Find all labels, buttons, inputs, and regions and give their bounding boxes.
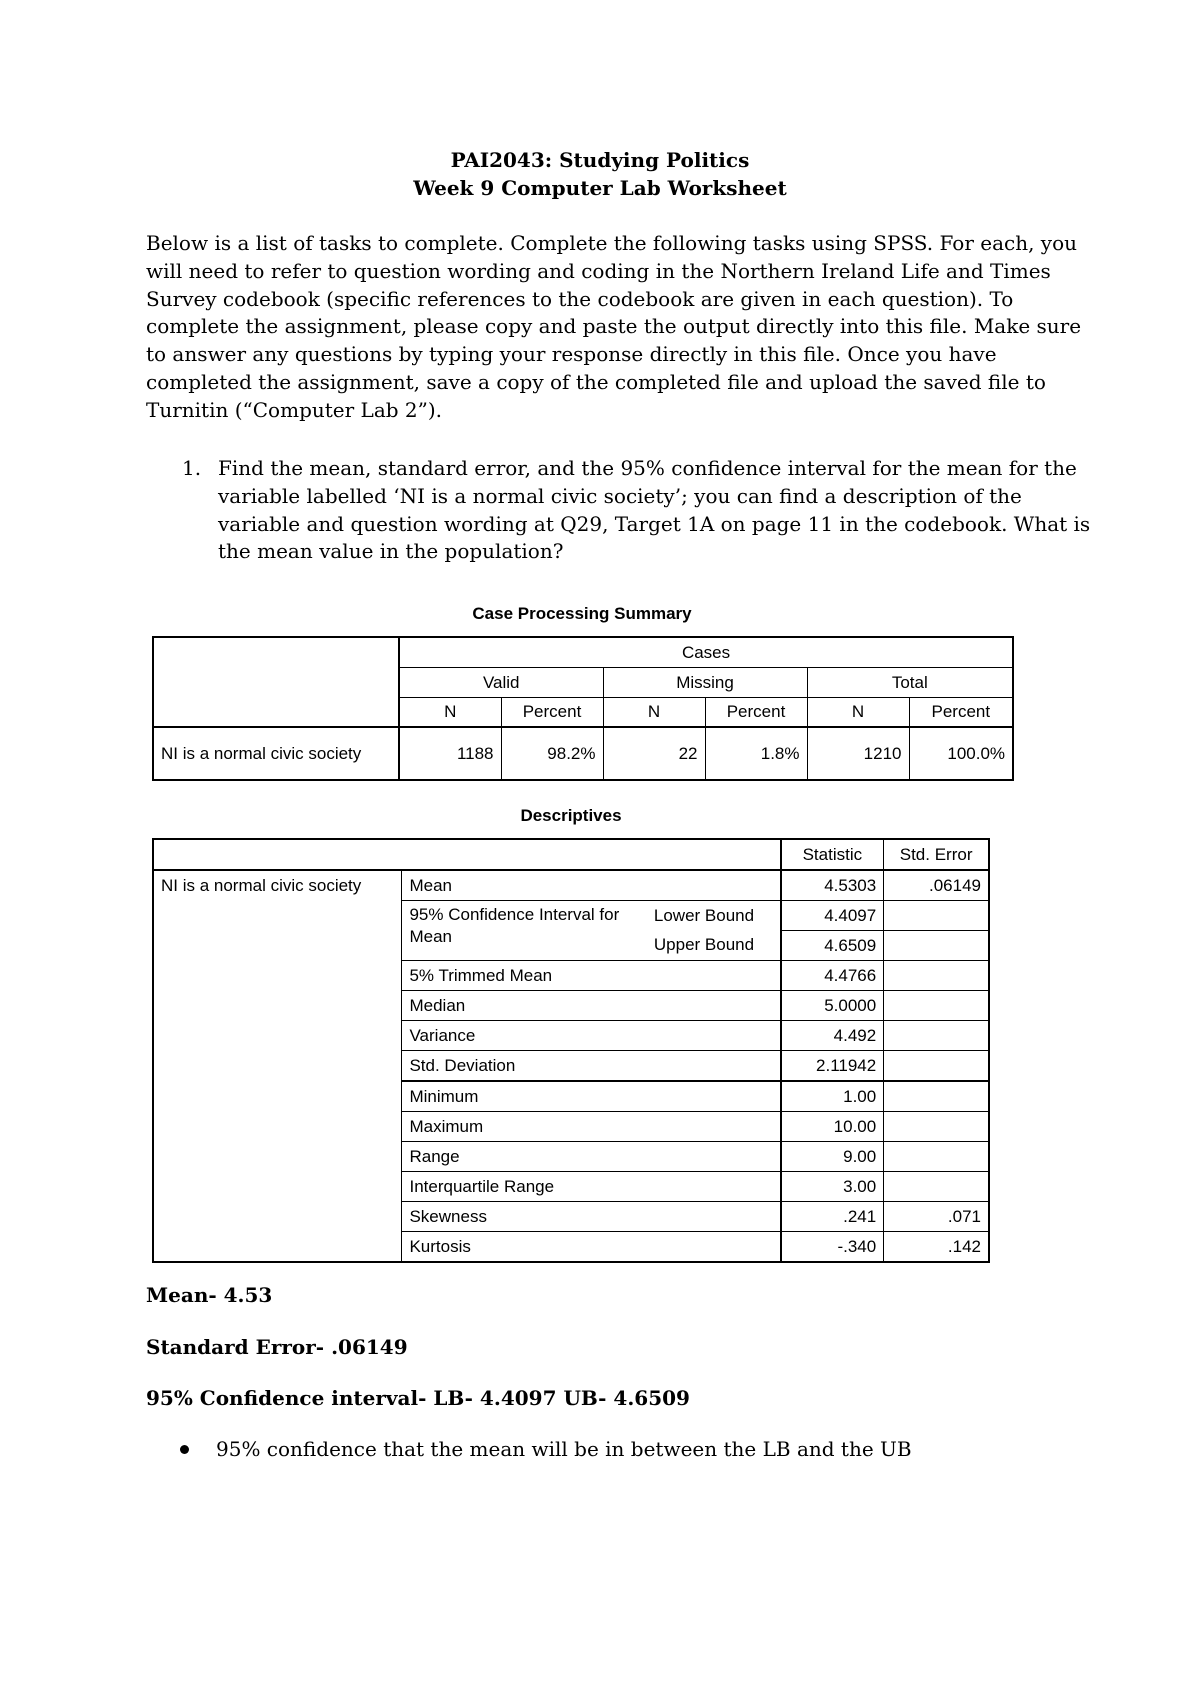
stat-value: 3.00 (781, 1172, 884, 1202)
stat-std-error: .06149 (884, 870, 989, 901)
ci-upper-label: Upper Bound (647, 931, 781, 961)
stat-label: Interquartile Range (402, 1172, 781, 1202)
stat-std-error (884, 1142, 989, 1172)
question-line: Find the mean, standard error, and the 95% confidence interval for the mean for the (218, 456, 1077, 480)
stat-label: Minimum (402, 1081, 781, 1112)
empty-cell (884, 931, 989, 961)
stat-value: 4.5303 (781, 870, 884, 901)
stat-label: Skewness (402, 1202, 781, 1232)
course-title: PAI2043: Studying Politics (450, 148, 750, 172)
row-label: NI is a normal civic society (153, 727, 399, 780)
stat-value: 4.492 (781, 1021, 884, 1051)
ci-lower-label: Lower Bound (647, 901, 781, 931)
col-header-std-error: Std. Error (884, 839, 989, 870)
stat-value: 5.0000 (781, 991, 884, 1021)
intro-line: Below is a list of tasks to complete. Complete the following tasks using SPSS. For each, you (146, 231, 1078, 255)
total-percent: 100.0% (909, 727, 1013, 780)
stat-value: -.340 (781, 1232, 884, 1263)
subheader-n: N (399, 698, 501, 728)
stat-std-error: .142 (884, 1232, 989, 1263)
intro-line: completed the assignment, save a copy of the completed file and upload the saved file to (146, 369, 1046, 394)
question-line: the mean value in the population? (218, 539, 564, 564)
answer-ci: 95% Confidence interval- LB- 4.4097 UB- 4.6509 (146, 1386, 690, 1410)
subheader-percent: Percent (501, 698, 603, 728)
stat-std-error (884, 991, 989, 1021)
stat-label: Range (402, 1142, 781, 1172)
stat-value: 2.11942 (781, 1051, 884, 1082)
stat-std-error (884, 1081, 989, 1112)
question-text (218, 455, 1091, 566)
stat-std-error: .071 (884, 1202, 989, 1232)
answer-std-error: Standard Error- .06149 (146, 1335, 408, 1359)
intro-line: to answer any questions by typing your response directly in this file. Once you have (146, 342, 997, 367)
stat-value: 9.00 (781, 1142, 884, 1172)
stat-label: Median (402, 991, 781, 1021)
descriptives-table (152, 838, 990, 1263)
question-line: variable labelled ‘NI is a normal civic society’; you can find a description of the (218, 483, 1022, 508)
stat-std-error (884, 1112, 989, 1142)
bullet-text: 95% confidence that the mean will be in between the LB and the UB (216, 1437, 912, 1461)
answer-mean: Mean- 4.53 (146, 1283, 273, 1307)
stat-std-error (884, 1172, 989, 1202)
total-n: 1210 (807, 727, 909, 780)
stat-value: 4.4766 (781, 961, 884, 991)
missing-percent: 1.8% (705, 727, 807, 780)
group-header-total: Total (807, 668, 1013, 698)
row-label: NI is a normal civic society (153, 870, 402, 1262)
empty-cell (884, 901, 989, 931)
stat-value: .241 (781, 1202, 884, 1232)
question-line: variable and question wording at Q29, Target 1A on page 11 in the codebook. What is (218, 511, 1091, 536)
valid-n: 1188 (399, 727, 501, 780)
ci-lower-value: 4.4097 (781, 901, 884, 931)
worksheet-title: Week 9 Computer Lab Worksheet (413, 176, 787, 200)
group-header-missing: Missing (603, 668, 807, 698)
bullet-item (216, 1437, 912, 1461)
cases-header: Cases (399, 637, 1013, 668)
stat-label: Std. Deviation (402, 1051, 781, 1082)
intro-line: Survey codebook (specific references to the codebook are given in each question). To (146, 286, 1014, 311)
stat-label: Kurtosis (402, 1232, 781, 1263)
corner-cell (153, 839, 781, 870)
question-number: 1. (182, 456, 202, 480)
stat-std-error (884, 1051, 989, 1082)
intro-line: Turnitin (“Computer Lab 2”). (146, 397, 443, 422)
subheader-percent: Percent (705, 698, 807, 728)
intro-line: will need to refer to question wording and coding in the Northern Ireland Life and Times (146, 258, 1051, 283)
ci-label: 95% Confidence Interval for Mean (402, 901, 647, 961)
subheader-percent: Percent (909, 698, 1013, 728)
stat-label: Mean (402, 870, 781, 901)
valid-percent: 98.2% (501, 727, 603, 780)
descriptives-title: Descriptives (520, 806, 622, 825)
stat-value: 1.00 (781, 1081, 884, 1112)
subheader-n: N (603, 698, 705, 728)
missing-n: 22 (603, 727, 705, 780)
stat-label: Variance (402, 1021, 781, 1051)
case-processing-table (152, 636, 1014, 781)
stat-std-error (884, 1021, 989, 1051)
bullet-icon (180, 1445, 189, 1454)
case-processing-title: Case Processing Summary (472, 604, 692, 623)
col-header-statistic: Statistic (781, 839, 884, 870)
intro-paragraph (146, 230, 1082, 425)
subheader-n: N (807, 698, 909, 728)
stat-value: 10.00 (781, 1112, 884, 1142)
group-header-valid: Valid (399, 668, 603, 698)
corner-cell (153, 637, 399, 727)
stat-std-error (884, 961, 989, 991)
stat-label: 5% Trimmed Mean (402, 961, 781, 991)
intro-line: complete the assignment, please copy and paste the output directly into this file. Make sure (146, 314, 1082, 339)
ci-upper-value: 4.6509 (781, 931, 884, 961)
stat-label: Maximum (402, 1112, 781, 1142)
